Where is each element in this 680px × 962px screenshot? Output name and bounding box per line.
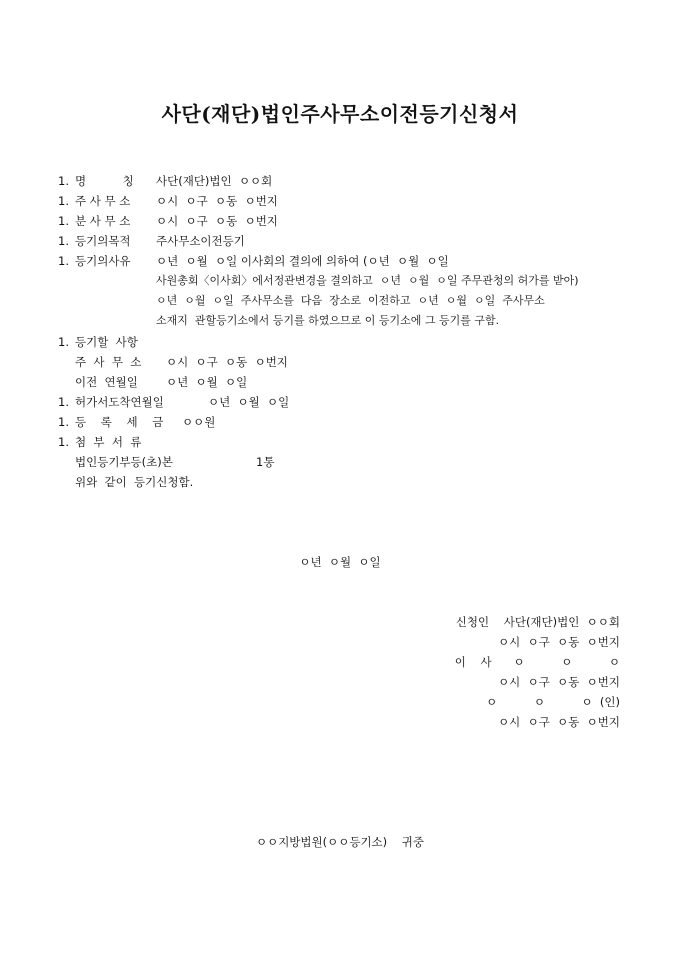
item-value-branch-office: ㅇ시 ㅇ구 ㅇ동 ㅇ번지 [156, 214, 278, 228]
item-label-name: 명 칭 [75, 174, 134, 188]
attachments-label: 첨 부 서 류 [75, 435, 142, 449]
item-number: 1. [58, 254, 69, 268]
registration-address-label: 주 사 무 소 [75, 355, 142, 369]
permit-date-value: ㅇ년 ㅇ월 ㅇ일 [208, 395, 290, 409]
item-label-main-office: 주 사 무 소 [75, 194, 131, 208]
applicant-line: ㅇ시 ㅇ구 ㅇ동 ㅇ번지 [498, 715, 620, 729]
applicant-line: ㅇ ㅇ ㅇ (인) [486, 695, 620, 709]
item-value-reason: ㅇ년 ㅇ월 ㅇ일 이사회의 결의에 의하여 (ㅇ년 ㅇ월 ㅇ일 [156, 254, 449, 268]
reason-line: ㅇ년 ㅇ월 ㅇ일 주사무소를 다음 장소로 이전하고 ㅇ년 ㅇ월 ㅇ일 주사무소 [156, 294, 545, 307]
item-value-main-office: ㅇ시 ㅇ구 ㅇ동 ㅇ번지 [156, 194, 278, 208]
item-number: 1. [58, 415, 69, 429]
item-value-purpose: 주사무소이전등기 [156, 234, 245, 248]
registration-date-label: 이전 연월일 [75, 375, 138, 389]
item-label-branch-office: 분 사 무 소 [75, 214, 131, 228]
applicant-line: 이 사 ㅇ ㅇ ㅇ [454, 655, 620, 669]
item-number: 1. [58, 234, 69, 248]
item-number: 1. [58, 335, 69, 349]
item-number: 1. [58, 395, 69, 409]
attachment-item-count: 1통 [256, 455, 275, 469]
item-value-name: 사단(재단)법인 ㅇㅇ회 [156, 174, 273, 188]
applicant-line: ㅇ시 ㅇ구 ㅇ동 ㅇ번지 [498, 675, 620, 689]
tax-label: 등 록 세 금 [75, 415, 164, 429]
item-number: 1. [58, 214, 69, 228]
reason-line: 소재지 관할등기소에서 등기를 하였으므로 이 등기소에 그 등기를 구함. [156, 314, 500, 327]
registration-date-value: ㅇ년 ㅇ월 ㅇ일 [166, 375, 248, 389]
applicant-line: 신청인 사단(재단)법인 ㅇㅇ회 [455, 615, 620, 629]
permit-date-label: 허가서도착연월일 [75, 395, 164, 409]
item-number: 1. [58, 174, 69, 188]
registration-section-label: 등기할 사항 [75, 335, 138, 349]
addressee: ㅇㅇ지방법원(ㅇㅇ등기소) 귀중 [255, 835, 424, 849]
document-title: 사단(재단)법인주사무소이전등기신청서 [161, 102, 519, 126]
item-label-purpose: 등기의목적 [75, 234, 131, 248]
application-date: ㅇ년 ㅇ월 ㅇ일 [299, 555, 381, 569]
reason-line: 사원총회〈이사회〉에서정관변경을 결의하고 ㅇ년 ㅇ월 ㅇ일 주무관청의 허가를 받아) [156, 274, 579, 287]
tax-value: ㅇㅇ원 [182, 415, 216, 429]
item-number: 1. [58, 435, 69, 449]
applicant-line: ㅇ시 ㅇ구 ㅇ동 ㅇ번지 [498, 635, 620, 649]
closing-statement: 위와 같이 등기신청함. [75, 475, 194, 489]
item-label-reason: 등기의사유 [75, 254, 131, 268]
item-number: 1. [58, 194, 69, 208]
registration-address-value: ㅇ시 ㅇ구 ㅇ동 ㅇ번지 [166, 355, 288, 369]
attachment-item-name: 법인등기부등(초)본 [75, 455, 173, 469]
